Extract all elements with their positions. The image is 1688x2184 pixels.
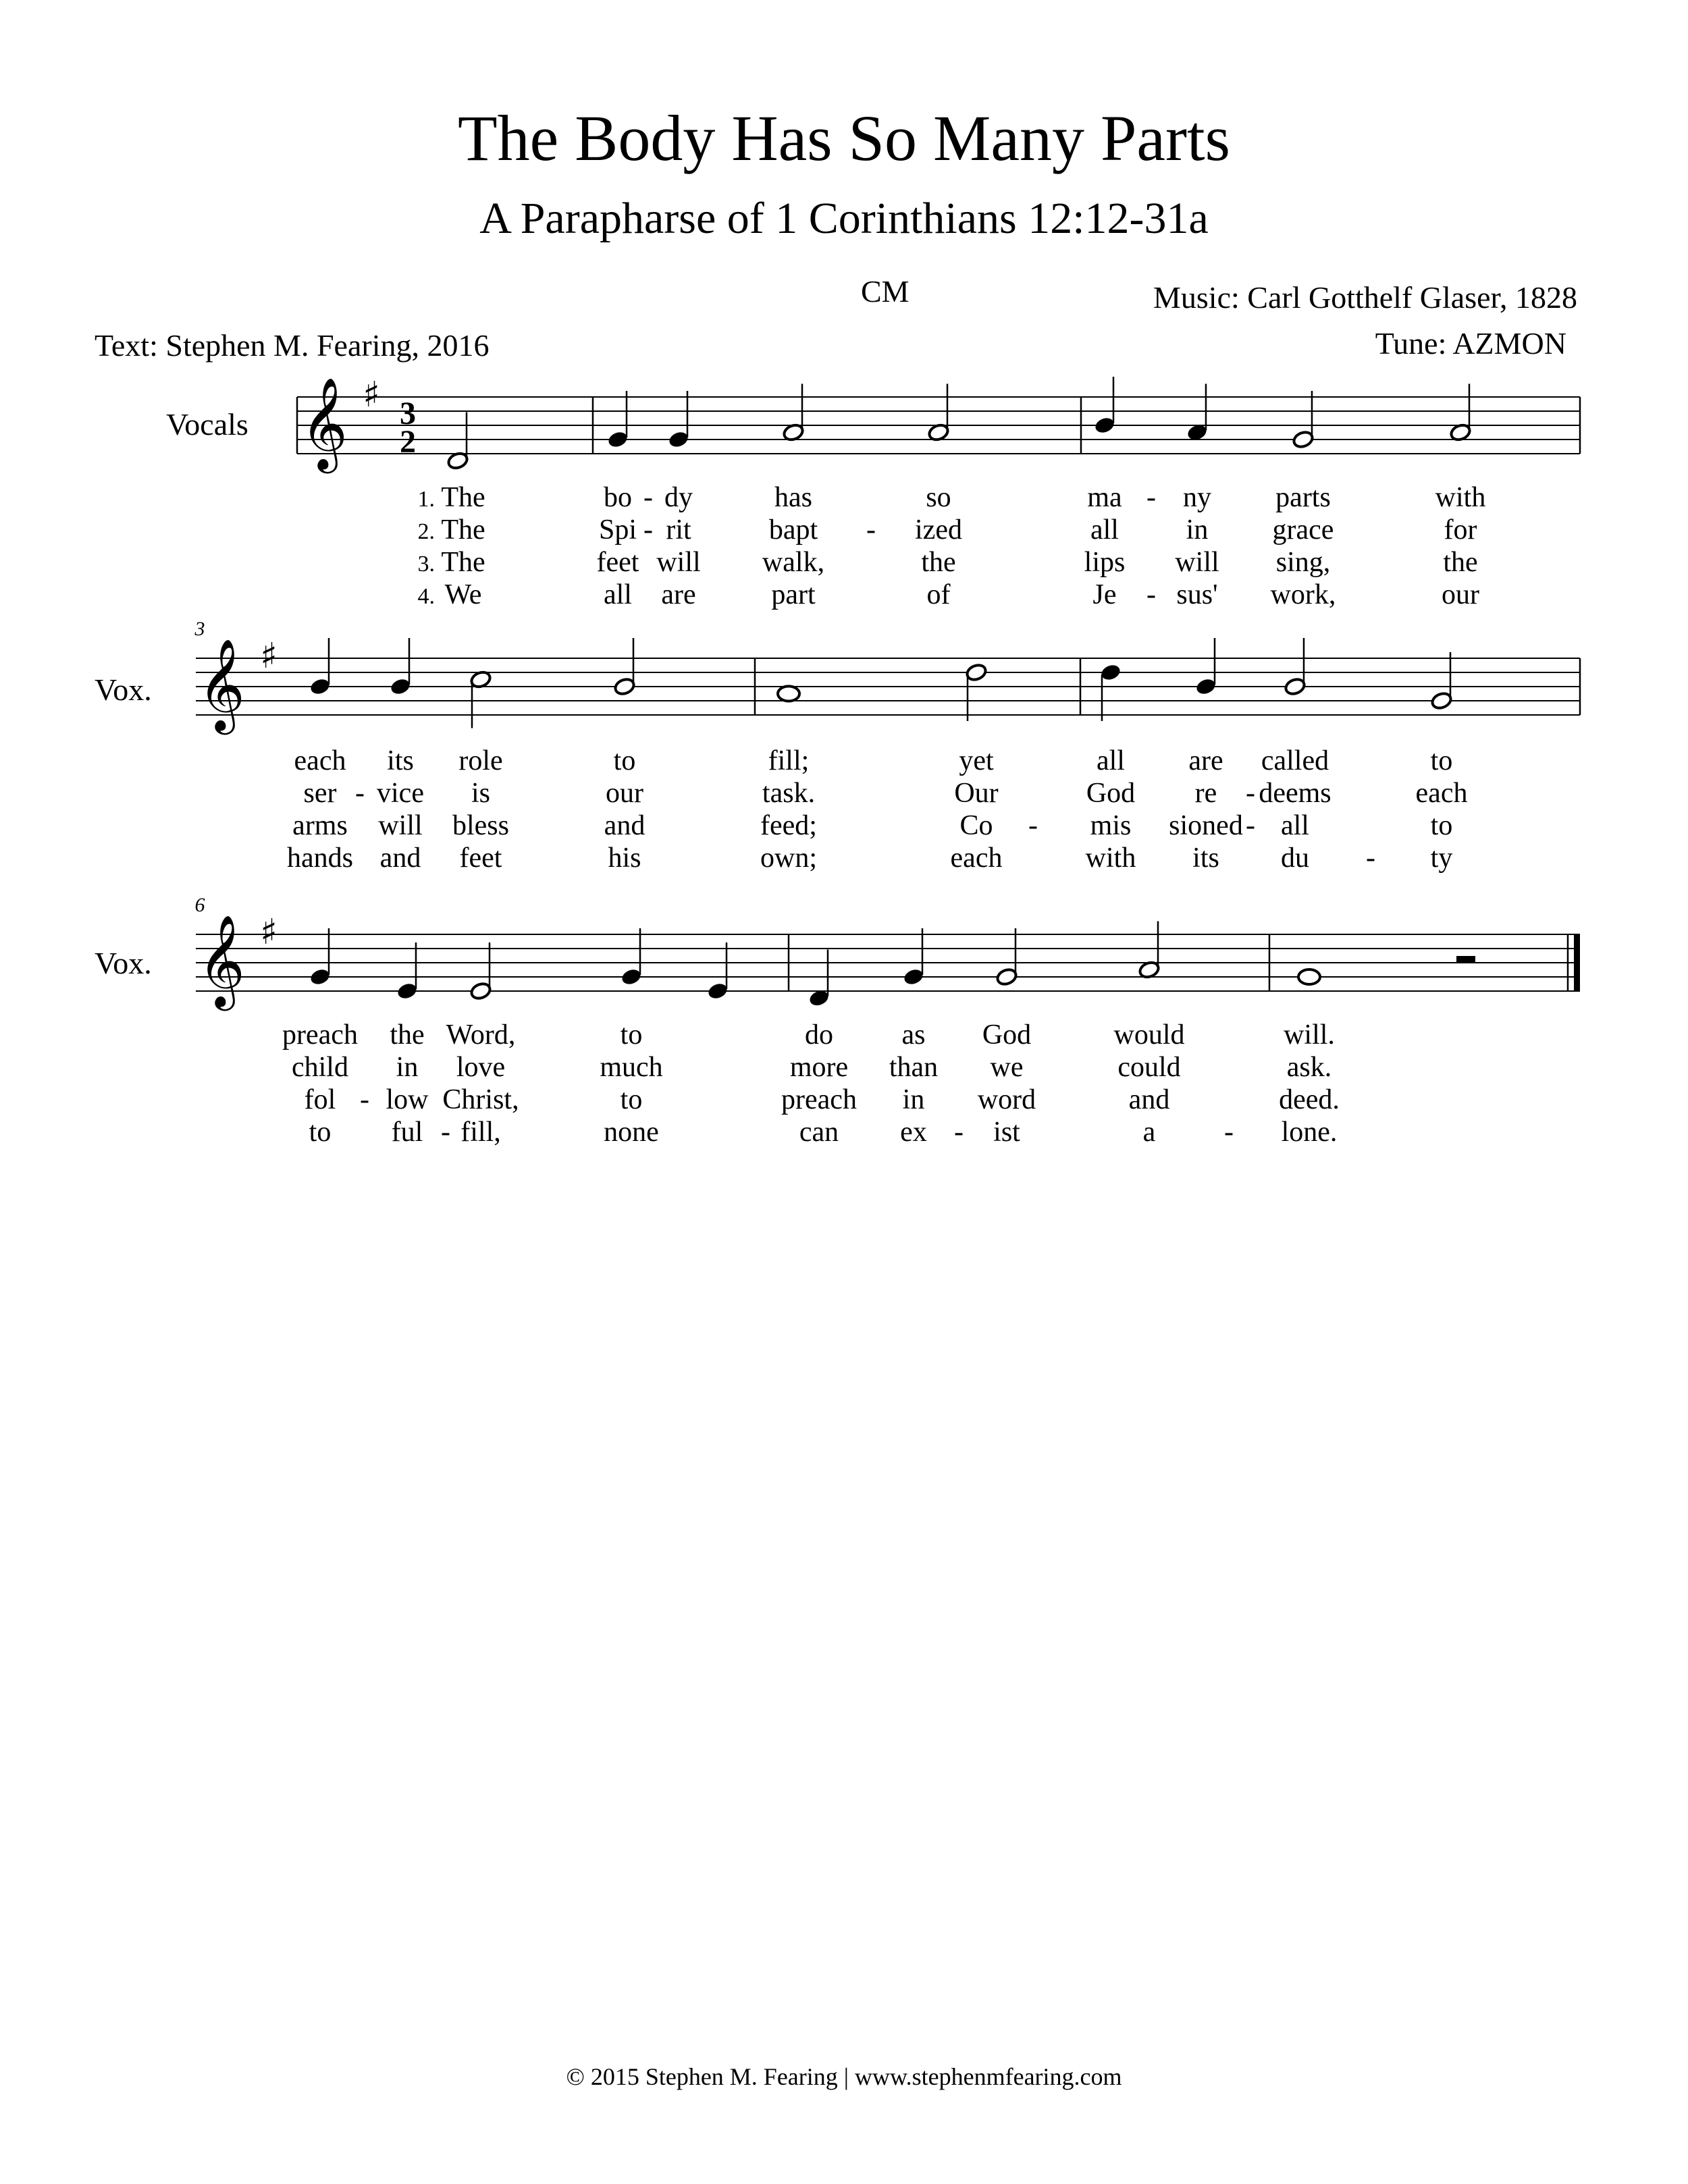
lyric-syllable: ized (915, 514, 962, 545)
lyric-hyphen: - (954, 1117, 964, 1148)
lyric-syllable: all (604, 579, 632, 610)
lyric-syllable: can (799, 1117, 839, 1148)
text-credit: Text: Stephen M. Fearing, 2016 (95, 328, 490, 363)
song-subtitle: A Parapharse of 1 Corinthians 12:12-31a (479, 194, 1209, 243)
lyric-hyphen: - (1146, 579, 1156, 610)
lyric-syllable: his (608, 843, 641, 874)
lyric-syllable: bo (604, 482, 632, 513)
quarter-note (620, 967, 642, 986)
instrument-name: Vocals (166, 407, 248, 442)
lyric-syllable: The (441, 547, 485, 578)
lyric-syllable: we (990, 1052, 1024, 1083)
lyric-hyphen: - (355, 778, 365, 809)
lyric-syllable: walk, (762, 547, 825, 578)
lyric-hyphen: - (1366, 843, 1375, 874)
lyric-syllable: We (444, 579, 482, 610)
lyric-syllable: mis (1090, 810, 1132, 841)
verse-number: 4. (417, 584, 435, 609)
lyric-syllable: in (902, 1084, 925, 1115)
half-note (1292, 429, 1314, 449)
measure-number: 6 (194, 894, 205, 916)
lyric-syllable: for (1444, 514, 1477, 545)
time-signature-top: 3 (400, 396, 416, 431)
lyric-syllable: as (901, 1019, 926, 1050)
lyric-syllable: and (379, 843, 421, 874)
lyric-syllable: to (309, 1117, 332, 1148)
lyric-syllable: to (1430, 745, 1453, 776)
lyric-syllable: its (1192, 843, 1219, 874)
lyric-syllable: bapt (768, 514, 818, 545)
lyric-syllable: has (774, 482, 812, 513)
lyric-syllable: ask. (1286, 1052, 1332, 1083)
lyric-syllable: a (1142, 1117, 1156, 1148)
half-note (1430, 691, 1452, 710)
lyric-syllable: own; (760, 843, 817, 874)
lyric-syllable: each (294, 745, 346, 776)
quarter-note (396, 981, 418, 1001)
half-note (469, 981, 492, 1001)
quarter-note (389, 676, 411, 696)
lyric-syllable: Word, (446, 1019, 516, 1050)
quarter-note (606, 429, 629, 449)
lyric-syllable: to (620, 1019, 643, 1050)
lyric-syllable: deems (1259, 778, 1331, 809)
copyright-footer: © 2015 Stephen M. Fearing | www.stephenmfearing.com (566, 2063, 1122, 2090)
lyric-syllable: its (387, 745, 414, 776)
lyric-syllable: du (1281, 843, 1309, 874)
lyric-syllable: fol (304, 1084, 336, 1115)
lyric-syllable: Christ, (442, 1084, 519, 1115)
lyric-syllable: each (1415, 778, 1468, 809)
lyric-syllable: low (386, 1084, 429, 1115)
lyric-syllable: part (771, 579, 816, 610)
lyric-syllable: each (950, 843, 1003, 874)
lyric-syllable: The (441, 514, 485, 545)
lyric-syllable: and (604, 810, 645, 841)
instrument-abbrev-system-2: Vox. (95, 672, 152, 707)
half-note (995, 967, 1018, 986)
half-note (1284, 676, 1306, 696)
whole-note (778, 687, 799, 701)
lyric-hyphen: - (441, 1117, 450, 1148)
treble-clef-icon: 𝄞 (198, 913, 245, 1007)
lyric-syllable: in (1186, 514, 1209, 545)
treble-clef-icon: 𝄞 (300, 376, 348, 469)
lyric-syllable: than (889, 1052, 939, 1083)
lyric-syllable: could (1117, 1052, 1181, 1083)
lyric-syllable: ist (993, 1117, 1020, 1148)
lyric-syllable: task. (762, 778, 816, 809)
lyric-hyphen: - (360, 1084, 369, 1115)
measure-number: 3 (194, 618, 205, 640)
lyric-syllable: with (1085, 843, 1136, 874)
lyric-syllable: ny (1183, 482, 1211, 513)
lyric-syllable: to (620, 1084, 643, 1115)
lyric-syllable: of (926, 579, 951, 610)
lyric-syllable: so (926, 482, 951, 513)
lyric-syllable: all (1281, 810, 1309, 841)
lyric-syllable: Je (1092, 579, 1117, 610)
half-rest (1456, 956, 1475, 963)
lyric-syllable: Co (959, 810, 993, 841)
lyric-syllable: ty (1430, 843, 1453, 874)
lyric-syllable: would (1113, 1019, 1185, 1050)
music-credit: Music: Carl Gotthelf Glaser, 1828 (1153, 280, 1577, 315)
lyric-syllable: Our (954, 778, 999, 809)
verse-number: 2. (417, 519, 435, 544)
lyric-syllable: God (1086, 778, 1136, 809)
quarter-note (309, 676, 331, 696)
tune-name: Tune: AZMON (1375, 326, 1566, 361)
lyric-syllable: in (396, 1052, 419, 1083)
lyric-syllable: fill; (768, 745, 810, 776)
quarter-note (1194, 676, 1217, 696)
lyric-syllable: word (977, 1084, 1036, 1115)
quarter-note (1099, 662, 1122, 682)
lyric-syllable: grace (1272, 514, 1334, 545)
meter-label: CM (861, 274, 909, 309)
lyric-hyphen: - (866, 514, 876, 545)
lyric-syllable: child (292, 1052, 348, 1083)
lyric-syllable: with (1435, 482, 1486, 513)
lyric-hyphen: - (1146, 482, 1156, 513)
verse-number: 1. (417, 487, 435, 512)
half-note (965, 662, 987, 682)
lyric-syllable: the (390, 1019, 425, 1050)
lyric-syllable: God (982, 1019, 1032, 1050)
lyric-hyphen: - (1246, 778, 1255, 809)
lyric-syllable: deed. (1279, 1084, 1340, 1115)
lyric-syllable: hands (287, 843, 353, 874)
final-barline-thick (1574, 934, 1580, 991)
lyric-hyphen: - (1246, 810, 1255, 841)
lyric-syllable: will (1175, 547, 1219, 578)
quarter-note (667, 429, 689, 449)
lyric-syllable: will (378, 810, 423, 841)
lyric-syllable: feed; (760, 810, 817, 841)
lyric-syllable: our (1442, 579, 1479, 610)
lyric-syllable: sing, (1275, 547, 1331, 578)
lyric-syllable: arms (292, 810, 348, 841)
lyric-syllable: re (1194, 778, 1217, 809)
lyric-syllable: sioned (1169, 810, 1243, 841)
lyric-syllable: the (1443, 547, 1478, 578)
lyric-syllable: vice (377, 778, 424, 809)
treble-clef-icon: 𝄞 (198, 637, 245, 730)
lyric-syllable: love (456, 1052, 506, 1083)
lyric-syllable: to (613, 745, 636, 776)
lyric-syllable: lips (1084, 547, 1126, 578)
lyric-syllable: all (1097, 745, 1125, 776)
lyric-syllable: ser (303, 778, 337, 809)
half-note (613, 676, 635, 696)
lyric-syllable: all (1090, 514, 1119, 545)
lyric-hyphen: - (643, 482, 653, 513)
lyric-syllable: parts (1275, 482, 1331, 513)
lyric-syllable: preach (282, 1019, 358, 1050)
lyric-syllable: The (441, 482, 485, 513)
lyric-syllable: and (1128, 1084, 1170, 1115)
lyric-syllable: to (1430, 810, 1453, 841)
quarter-note (706, 981, 729, 1001)
lyric-syllable: our (606, 778, 643, 809)
lyric-syllable: is (471, 778, 491, 809)
lyric-hyphen: - (1028, 810, 1038, 841)
lyric-syllable: do (805, 1019, 833, 1050)
instrument-abbrev-system-3: Vox. (95, 946, 152, 980)
lyric-syllable: fill, (460, 1117, 501, 1148)
lyric-syllable: work, (1270, 579, 1336, 610)
lyric-syllable: sus' (1176, 579, 1218, 610)
lyric-syllable: dy (664, 482, 693, 513)
lyric-syllable: preach (781, 1084, 857, 1115)
verse-number: 3. (417, 552, 435, 577)
lyric-syllable: rit (666, 514, 691, 545)
lyric-syllable: role (458, 745, 503, 776)
lyric-syllable: bless (452, 810, 509, 841)
whole-note (1298, 969, 1320, 984)
lyric-syllable: ex (900, 1117, 927, 1148)
quarter-note (1093, 415, 1115, 435)
lyric-syllable: are (1188, 745, 1223, 776)
lyric-syllable: will. (1284, 1019, 1335, 1050)
lyric-hyphen: - (643, 514, 653, 545)
sharp-icon: ♯ (363, 375, 380, 415)
quarter-note (902, 967, 924, 986)
lyric-syllable: Spi (598, 514, 637, 545)
lyric-syllable: much (600, 1052, 663, 1083)
time-signature-bottom: 2 (400, 424, 416, 460)
lyric-syllable: the (921, 547, 956, 578)
lyric-syllable: ma (1087, 482, 1122, 513)
lyric-syllable: ful (391, 1117, 423, 1148)
lyric-syllable: lone. (1281, 1117, 1338, 1148)
lyric-syllable: are (661, 579, 696, 610)
lyric-syllable: more (789, 1052, 849, 1083)
lyric-syllable: feet (459, 843, 502, 874)
sharp-icon: ♯ (260, 636, 278, 676)
song-title: The Body Has So Many Parts (458, 102, 1230, 174)
lyric-syllable: feet (596, 547, 639, 578)
lyric-syllable: called (1261, 745, 1329, 776)
lyric-syllable: will (656, 547, 701, 578)
lyric-syllable: yet (959, 745, 994, 776)
lyric-syllable: none (604, 1117, 659, 1148)
quarter-note (309, 967, 331, 986)
sharp-icon: ♯ (260, 912, 278, 953)
lyric-hyphen: - (1224, 1117, 1234, 1148)
